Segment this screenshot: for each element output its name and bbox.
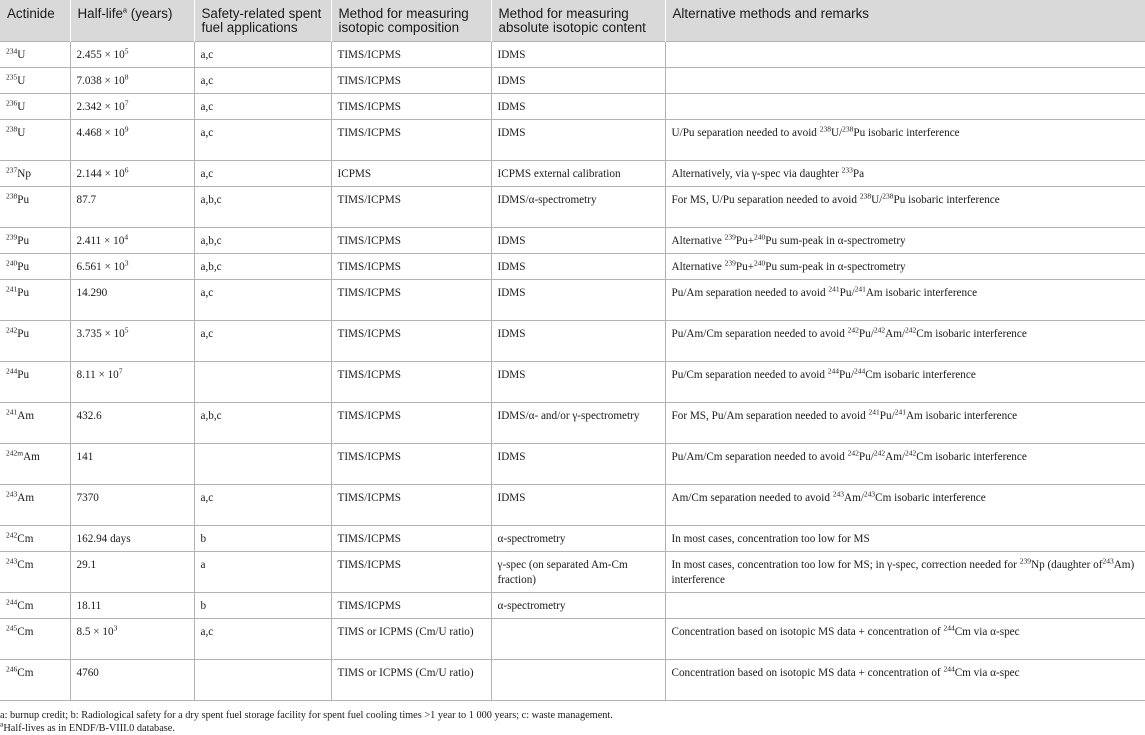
actinide-mass-number: 239 [6, 232, 18, 242]
remark-text: Pu+ [735, 261, 755, 273]
remark-text: For MS, U/Pu separation needed to avoid [671, 194, 860, 206]
remark-superscript: 242 [847, 448, 859, 458]
cell-actinide [0, 526, 70, 552]
remark-text: In most cases, concentration too low for MS; in γ-spec, correction needed for [671, 559, 1020, 571]
cell-actinide [0, 94, 70, 120]
footnote-legend: a: burnup credit; b: Radiological safety for a dry spent fuel storage facility for spent fuel cooling times >1 year to 1 000 years; c: waste management. [0, 710, 613, 721]
actinide-mass-number: 243 [6, 489, 18, 499]
cell-actinide [0, 321, 70, 362]
remark-text: U/ [830, 127, 843, 139]
remark-text: Pu/Cm separation needed to avoid [671, 369, 828, 381]
half-life-value: 3.735 × 10 [76, 328, 125, 340]
actinide-element: Pu [17, 287, 30, 299]
cell-applications: a,c [194, 42, 331, 68]
cell-applications: a,c [194, 485, 331, 526]
cell-isotopic-method: TIMS/ICPMS [331, 42, 491, 68]
half-life-value: 2.342 × 10 [76, 101, 125, 113]
actinide-element: Pu [17, 235, 30, 247]
actinide-element: U [17, 127, 26, 139]
remark-text: Cm isobaric interference [916, 328, 1027, 340]
cell-applications: a,c [194, 68, 331, 94]
remark-superscript: 238 [859, 191, 872, 201]
remark-superscript: 239 [724, 258, 736, 268]
remark-text: Alternatively, via γ-spec via daughter [671, 168, 842, 180]
cell-remarks [665, 161, 1145, 187]
remark-text: Am isobaric interference [865, 287, 978, 299]
actinide-element: Am [17, 410, 35, 422]
remark-superscript: 240 [754, 258, 766, 268]
remark-text: Alternative [671, 261, 725, 273]
half-life-exponent: 5 [124, 46, 129, 56]
half-life-exponent: 3 [113, 623, 118, 633]
cell-applications: a,c [194, 321, 331, 362]
remark-text: Pu/Am separation needed to avoid [671, 287, 829, 299]
cell-absolute-method: IDMS/α-spectrometry [491, 187, 665, 228]
remark-superscript: 241 [854, 284, 866, 294]
table-row [0, 552, 1145, 593]
cell-absolute-method [491, 660, 665, 701]
actinide-element: Cm [17, 559, 34, 571]
cell-remarks [665, 280, 1145, 321]
actinide-mass-number: 237 [6, 165, 18, 175]
remark-text: In most cases, concentration too low for MS [671, 533, 870, 545]
actinide-element: Cm [17, 600, 34, 612]
half-life-value: 4.468 × 10 [76, 127, 125, 139]
remark-text: U/ [871, 194, 883, 206]
cell-half-life [70, 120, 194, 161]
cell-isotopic-method: TIMS/ICPMS [331, 228, 491, 254]
remark-text: Alternative [671, 235, 725, 247]
half-life-exponent: 5 [124, 325, 129, 335]
cell-absolute-method: α-spectrometry [491, 593, 665, 619]
cell-isotopic-method: TIMS/ICPMS [331, 280, 491, 321]
remark-text: For MS, Pu/Am separation needed to avoid [671, 410, 869, 422]
cell-half-life [70, 94, 194, 120]
actinide-element: Pu [17, 194, 30, 206]
table-row [0, 228, 1145, 254]
actinide-mass-number: 236 [6, 98, 18, 108]
half-life-value: 2.411 × 10 [76, 235, 125, 247]
half-life-value: 87.7 [76, 194, 97, 206]
remark-superscript: 242 [873, 325, 886, 335]
actinide-element: Pu [17, 328, 30, 340]
half-life-value: 8.11 × 10 [76, 369, 119, 381]
remark-superscript: 240 [754, 232, 766, 242]
header-applications: Safety-related spent fuel applications [194, 0, 331, 42]
remark-text: Cm isobaric interference [875, 492, 986, 504]
cell-applications [194, 362, 331, 403]
remark-text: Cm isobaric interference [916, 451, 1027, 463]
actinide-element: U [17, 75, 26, 87]
cell-actinide [0, 485, 70, 526]
remark-text: Cm isobaric interference [865, 369, 976, 381]
table-row [0, 485, 1145, 526]
actinide-mass-number: 241 [6, 284, 18, 294]
cell-applications: a,c [194, 619, 331, 660]
cell-actinide [0, 619, 70, 660]
cell-remarks [665, 94, 1145, 120]
cell-applications: a,c [194, 94, 331, 120]
cell-applications: a,c [194, 161, 331, 187]
cell-absolute-method: IDMS [491, 362, 665, 403]
cell-applications [194, 444, 331, 485]
cell-remarks [665, 42, 1145, 68]
half-life-exponent: 7 [118, 366, 123, 376]
actinide-mass-number: 242 [6, 325, 18, 335]
cell-actinide [0, 593, 70, 619]
cell-absolute-method: IDMS [491, 68, 665, 94]
cell-half-life [70, 526, 194, 552]
header-actinide: Actinide [0, 0, 70, 42]
cell-half-life [70, 660, 194, 701]
remark-superscript: 238 [882, 191, 894, 201]
actinide-mass-number: 238 [6, 191, 18, 201]
remark-text: Pu/ [858, 328, 874, 340]
cell-remarks [665, 660, 1145, 701]
cell-applications: b [194, 526, 331, 552]
header-isotopic-method: Method for measuring isotopic composition [331, 0, 491, 42]
table-row [0, 362, 1145, 403]
cell-actinide [0, 120, 70, 161]
table-header-row [0, 0, 1145, 42]
cell-remarks [665, 444, 1145, 485]
cell-absolute-method: IDMS [491, 444, 665, 485]
remark-superscript: 243 [832, 489, 844, 499]
table-row [0, 619, 1145, 660]
cell-remarks [665, 120, 1145, 161]
cell-remarks [665, 526, 1145, 552]
cell-isotopic-method: TIMS or ICPMS (Cm/U ratio) [331, 660, 491, 701]
cell-isotopic-method: TIMS/ICPMS [331, 593, 491, 619]
cell-half-life [70, 280, 194, 321]
cell-isotopic-method: TIMS/ICPMS [331, 444, 491, 485]
table-row [0, 280, 1145, 321]
half-life-exponent: 6 [124, 165, 129, 175]
cell-half-life [70, 593, 194, 619]
actinide-element: Cm [17, 626, 34, 638]
remark-superscript: 238 [819, 124, 831, 134]
remark-superscript: 241 [868, 407, 880, 417]
remark-superscript: 239 [724, 232, 736, 242]
table-row [0, 660, 1145, 701]
cell-actinide [0, 660, 70, 701]
table-row [0, 68, 1145, 94]
cell-absolute-method [491, 619, 665, 660]
cell-remarks [665, 228, 1145, 254]
cell-absolute-method: IDMS [491, 280, 665, 321]
remark-text: Pa [852, 168, 865, 180]
actinide-element: Am [17, 492, 35, 504]
cell-actinide [0, 444, 70, 485]
remark-text: Cm via α-spec [954, 667, 1020, 679]
remark-text: Pu/ [858, 451, 874, 463]
remark-superscript: 244 [827, 366, 840, 376]
remark-text: Am/ [885, 328, 905, 340]
cell-absolute-method: α-spectrometry [491, 526, 665, 552]
cell-half-life [70, 187, 194, 228]
actinide-mass-number: 245 [6, 623, 18, 633]
remark-text: Cm via α-spec [954, 626, 1020, 638]
half-life-value: 2.455 × 10 [76, 49, 125, 61]
cell-remarks [665, 619, 1145, 660]
cell-absolute-method: IDMS [491, 120, 665, 161]
actinide-mass-number: 244 [6, 366, 18, 376]
table-row [0, 403, 1145, 444]
remark-text: Am) interference [671, 559, 1135, 586]
header-half-life-footnote-mark: a [122, 5, 128, 15]
cell-half-life [70, 552, 194, 593]
cell-applications: b [194, 593, 331, 619]
remark-text: Pu/Am/Cm separation needed to avoid [671, 328, 848, 340]
table-row [0, 254, 1145, 280]
header-half-life [70, 0, 194, 42]
cell-remarks [665, 593, 1145, 619]
footnote-half-life-mark: a [0, 719, 4, 729]
cell-applications: a,c [194, 280, 331, 321]
half-life-value: 14.290 [76, 287, 108, 299]
remark-text: Pu+ [735, 235, 755, 247]
cell-actinide [0, 187, 70, 228]
cell-half-life [70, 362, 194, 403]
remark-text: Am/ [844, 492, 864, 504]
cell-half-life [70, 228, 194, 254]
header-remarks: Alternative methods and remarks [665, 0, 1145, 42]
cell-actinide [0, 280, 70, 321]
footnote-half-life-text: Half-lives as in ENDF/B-VIII.0 database. [3, 723, 175, 734]
remark-superscript: 244 [853, 366, 866, 376]
cell-remarks [665, 187, 1145, 228]
actinide-element: Cm [17, 533, 34, 545]
cell-isotopic-method: TIMS/ICPMS [331, 254, 491, 280]
cell-remarks [665, 321, 1145, 362]
actinide-mass-number: 246 [6, 664, 18, 674]
cell-isotopic-method: TIMS/ICPMS [331, 552, 491, 593]
cell-remarks [665, 68, 1145, 94]
actinide-mass-number: 240 [6, 258, 18, 268]
remark-superscript: 241 [894, 407, 906, 417]
cell-remarks [665, 403, 1145, 444]
table-footnotes [0, 709, 613, 735]
cell-remarks [665, 485, 1145, 526]
half-life-value: 162.94 days [76, 533, 131, 545]
remark-superscript: 233 [841, 165, 853, 175]
cell-isotopic-method: TIMS/ICPMS [331, 403, 491, 444]
cell-half-life [70, 161, 194, 187]
actinide-mass-number: 238 [6, 124, 18, 134]
cell-applications: a [194, 552, 331, 593]
actinide-mass-number: 242m [6, 448, 24, 458]
cell-isotopic-method: TIMS/ICPMS [331, 526, 491, 552]
cell-actinide [0, 68, 70, 94]
remark-superscript: 238 [842, 124, 854, 134]
table-row [0, 161, 1145, 187]
remark-text: Am/ [885, 451, 905, 463]
header-absolute-method: Method for measuring absolute isotopic content [491, 0, 665, 42]
cell-applications: a,b,c [194, 254, 331, 280]
half-life-exponent: 9 [124, 124, 129, 134]
actinide-element: Np [17, 168, 31, 180]
table-body [0, 42, 1145, 701]
cell-applications: a,b,c [194, 403, 331, 444]
cell-half-life [70, 68, 194, 94]
remark-text: Np (daughter of [1030, 559, 1103, 571]
remark-superscript: 244 [943, 664, 955, 674]
remark-superscript: 243 [863, 489, 876, 499]
table-row [0, 444, 1145, 485]
cell-absolute-method: IDMS/α- and/or γ-spectrometry [491, 403, 665, 444]
actinide-mass-number: 241 [6, 407, 18, 417]
cell-absolute-method: γ-spec (on separated Am-Cm fraction) [491, 552, 665, 593]
half-life-value: 4760 [76, 667, 99, 679]
remark-superscript: 242 [905, 448, 917, 458]
table-row [0, 120, 1145, 161]
half-life-exponent: 4 [124, 232, 129, 242]
cell-applications: a,c [194, 120, 331, 161]
half-life-value: 8.5 × 10 [76, 626, 114, 638]
cell-isotopic-method: ICPMS [331, 161, 491, 187]
cell-actinide [0, 403, 70, 444]
cell-half-life [70, 619, 194, 660]
remark-superscript: 242 [873, 448, 886, 458]
remark-text: Pu sum-peak in α-spectrometry [765, 261, 906, 273]
cell-half-life [70, 42, 194, 68]
actinide-mass-number: 243 [6, 556, 18, 566]
remark-text: U/Pu separation needed to avoid [671, 127, 820, 139]
remark-text: Am/Cm separation needed to avoid [671, 492, 833, 504]
table-row [0, 94, 1145, 120]
table-row [0, 187, 1145, 228]
cell-absolute-method: IDMS [491, 254, 665, 280]
actinide-mass-number: 235 [6, 72, 18, 82]
actinide-element: Am [23, 451, 40, 463]
remark-text: Pu sum-peak in α-spectrometry [765, 235, 906, 247]
actinide-element: U [17, 49, 26, 61]
cell-absolute-method: ICPMS external calibration [491, 161, 665, 187]
remark-superscript: 239 [1019, 556, 1031, 566]
half-life-exponent: 7 [124, 98, 129, 108]
cell-absolute-method: IDMS [491, 94, 665, 120]
cell-remarks [665, 362, 1145, 403]
cell-absolute-method: IDMS [491, 228, 665, 254]
remark-text: Pu/ [839, 287, 855, 299]
cell-half-life [70, 321, 194, 362]
table-row [0, 526, 1145, 552]
cell-applications: a,b,c [194, 228, 331, 254]
actinide-element: Pu [17, 369, 30, 381]
half-life-value: 18.11 [76, 600, 102, 612]
cell-applications: a,b,c [194, 187, 331, 228]
remark-text: Pu/ [879, 410, 895, 422]
remark-text: Pu/Am/Cm separation needed to avoid [671, 451, 848, 463]
remark-text: Am isobaric interference [905, 410, 1018, 422]
header-half-life-label: Half-life [77, 6, 123, 21]
remark-text: Pu/ [839, 369, 854, 381]
cell-isotopic-method: TIMS or ICPMS (Cm/U ratio) [331, 619, 491, 660]
header-half-life-unit: (years) [127, 6, 173, 21]
remark-superscript: 243 [1102, 556, 1114, 566]
cell-actinide [0, 161, 70, 187]
actinide-element: U [17, 101, 26, 113]
cell-half-life [70, 403, 194, 444]
actinide-mass-number: 244 [6, 597, 18, 607]
table-row [0, 42, 1145, 68]
remark-superscript: 242 [847, 325, 859, 335]
remark-superscript: 244 [943, 623, 955, 633]
half-life-exponent: 3 [124, 258, 129, 268]
half-life-value: 6.561 × 10 [76, 261, 125, 273]
cell-half-life [70, 444, 194, 485]
half-life-value: 141 [76, 451, 94, 463]
footnote-half-life [0, 719, 613, 735]
cell-absolute-method: IDMS [491, 42, 665, 68]
cell-remarks [665, 254, 1145, 280]
half-life-exponent: 8 [124, 72, 129, 82]
cell-half-life [70, 254, 194, 280]
remark-text: Pu isobaric interference [893, 194, 1000, 206]
table-row [0, 321, 1145, 362]
remark-text: Pu isobaric interference [853, 127, 960, 139]
cell-isotopic-method: TIMS/ICPMS [331, 485, 491, 526]
cell-isotopic-method: TIMS/ICPMS [331, 362, 491, 403]
cell-actinide [0, 254, 70, 280]
actinide-mass-number: 234 [6, 46, 18, 56]
table-row [0, 593, 1145, 619]
half-life-value: 2.144 × 10 [76, 168, 125, 180]
remark-text: Concentration based on isotopic MS data + concentration of [671, 667, 944, 679]
actinide-element: Pu [17, 261, 30, 273]
cell-actinide [0, 42, 70, 68]
cell-absolute-method: IDMS [491, 485, 665, 526]
cell-applications [194, 660, 331, 701]
cell-actinide [0, 362, 70, 403]
cell-isotopic-method: TIMS/ICPMS [331, 94, 491, 120]
half-life-value: 432.6 [76, 410, 102, 422]
cell-isotopic-method: TIMS/ICPMS [331, 321, 491, 362]
half-life-value: 7370 [76, 492, 99, 504]
cell-remarks [665, 552, 1145, 593]
remark-superscript: 241 [828, 284, 840, 294]
actinide-element: Cm [17, 667, 34, 679]
half-life-value: 7.038 × 10 [76, 75, 125, 87]
cell-actinide [0, 552, 70, 593]
cell-isotopic-method: TIMS/ICPMS [331, 68, 491, 94]
cell-isotopic-method: TIMS/ICPMS [331, 120, 491, 161]
cell-absolute-method: IDMS [491, 321, 665, 362]
remark-superscript: 242 [905, 325, 917, 335]
cell-isotopic-method: TIMS/ICPMS [331, 187, 491, 228]
half-life-value: 29.1 [76, 559, 97, 571]
actinide-mass-number: 242 [6, 530, 18, 540]
remark-text: Concentration based on isotopic MS data + concentration of [671, 626, 944, 638]
cell-actinide [0, 228, 70, 254]
cell-half-life [70, 485, 194, 526]
